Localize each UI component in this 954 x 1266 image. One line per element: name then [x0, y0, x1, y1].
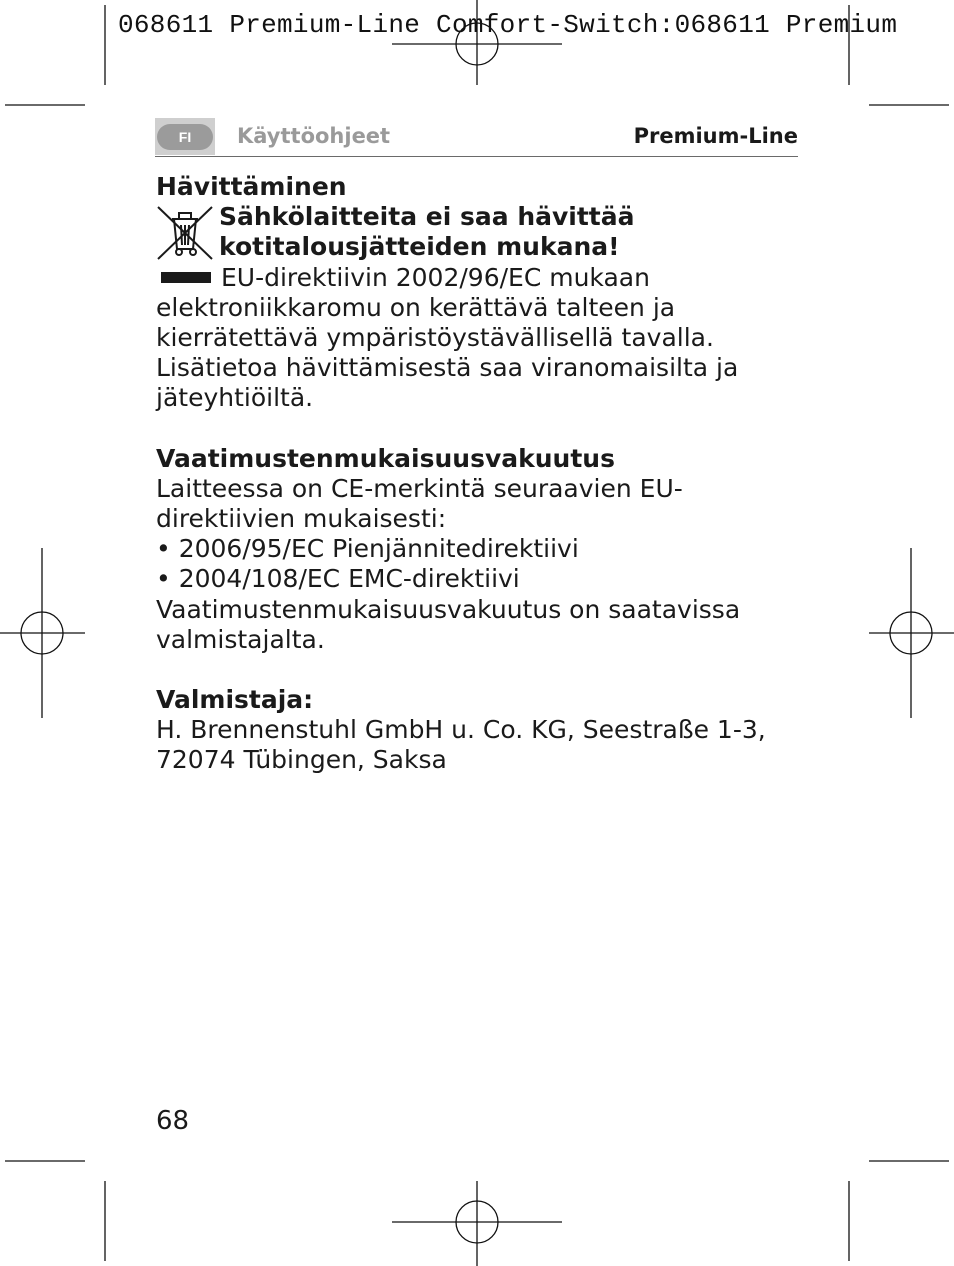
- language-badge: FI: [157, 124, 213, 150]
- manufacturer-address-line-1: H. Brennenstuhl GmbH u. Co. KG, Seestraße 1-3,: [156, 715, 766, 745]
- disposal-body: EU-direktiivin 2002/96/EC mukaan elektroniikkaromu on kerättävä talteen ja kierrätettävä ympäristöystävällisellä tavalla. Lisätietoa hävittämisestä saa viranomaisilta ja jäteyhtiöiltä.: [156, 262, 739, 413]
- page-content: [156, 172, 796, 776]
- conformity-heading: Vaatimustenmukaisuusvakuutus: [156, 443, 615, 473]
- conformity-outro: Vaatimustenmukaisuusvakuutus on saatavissa valmistajalta.: [156, 594, 741, 654]
- page-number: 68: [156, 1106, 190, 1136]
- conformity-item-1: • 2006/95/EC Pienjännitedirektiivi: [156, 534, 579, 564]
- print-slug-line: 068611 Premium-Line Comfort-Switch:068611 Premium: [118, 10, 898, 40]
- section-title: Käyttöohjeet: [237, 124, 391, 148]
- manufacturer-address-line-2: 72074 Tübingen, Saksa: [156, 745, 447, 775]
- black-bar-icon: [161, 272, 211, 283]
- manufacturer-heading: Valmistaja:: [156, 685, 314, 715]
- page-header: [155, 118, 798, 157]
- warning-line-1: Sähkölaitteita ei saa hävittää: [219, 202, 635, 232]
- disposal-warning: [156, 202, 796, 262]
- crossed-out-bin-icon: [156, 205, 214, 261]
- warning-line-2: kotitalousjätteiden mukana!: [219, 232, 620, 262]
- product-name: Premium-Line: [633, 124, 798, 148]
- conformity-item-2: • 2004/108/EC EMC-direktiivi: [156, 564, 520, 594]
- conformity-intro: Laitteessa on CE-merkintä seuraavien EU-direktiivien mukaisesti:: [156, 473, 683, 534]
- disposal-heading: Hävittäminen: [156, 172, 347, 201]
